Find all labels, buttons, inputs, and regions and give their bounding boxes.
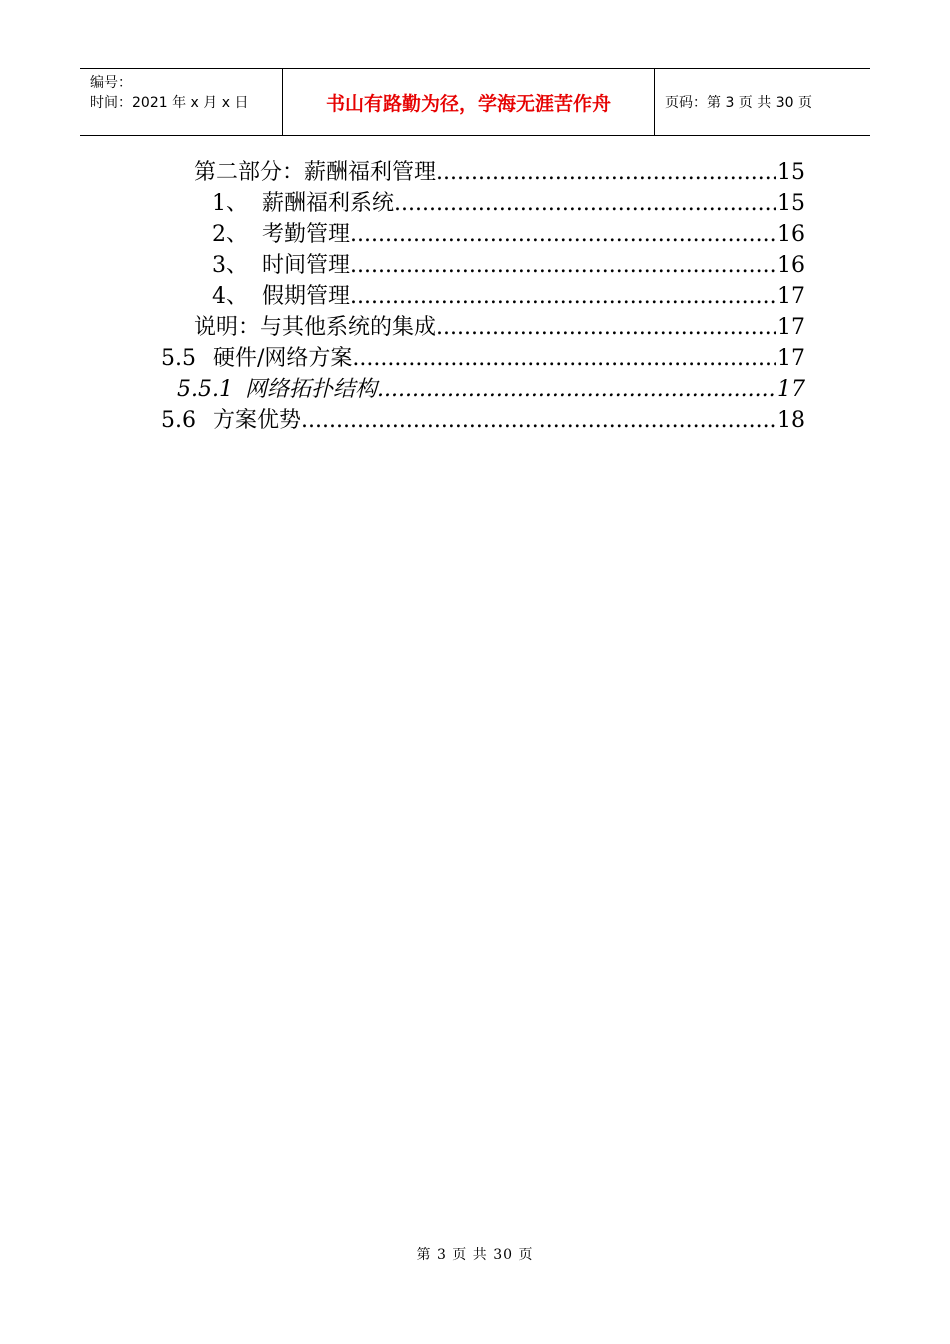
toc-entry-number: 5.6: [161, 408, 196, 433]
toc-entry[interactable]: [0, 157, 805, 188]
toc-leader-dots: [350, 219, 776, 250]
toc-entry-title: 假期管理: [262, 281, 350, 312]
toc-leader-dots: [301, 405, 776, 436]
toc-entry-page: 17: [777, 377, 805, 402]
toc-entry-page: 15: [777, 160, 805, 185]
header-page-info: [655, 69, 870, 135]
toc-entry-number: 5.5.1: [177, 377, 233, 402]
table-of-contents: [0, 157, 950, 436]
toc-leader-dots: [394, 188, 776, 219]
document-date: 时间：2021 年 x 月 x 日: [90, 95, 249, 111]
footer-page-number: 第 3 页 共 30 页: [416, 1247, 534, 1263]
toc-entry-title: 时间管理: [262, 250, 350, 281]
toc-entry-title: 薪酬福利系统: [262, 188, 394, 219]
toc-leader-dots: [352, 343, 776, 374]
page-header: [80, 68, 870, 136]
toc-entry-title: 说明：与其他系统的集成: [194, 312, 436, 343]
toc-entry-number: 3、: [212, 253, 248, 278]
toc-entry[interactable]: [0, 312, 805, 343]
toc-leader-dots: [436, 312, 776, 343]
toc-entry-title: 第二部分：薪酬福利管理: [194, 157, 436, 188]
toc-entry-page: 17: [777, 346, 805, 371]
toc-leader-dots: [350, 281, 776, 312]
toc-entry-page: 17: [777, 315, 805, 340]
toc-entry-page: 17: [777, 284, 805, 309]
toc-entry-title: 硬件/网络方案: [213, 343, 352, 374]
document-number-label: 编号：: [90, 75, 132, 91]
toc-entry-page: 16: [777, 222, 805, 247]
toc-entry[interactable]: [0, 405, 805, 436]
toc-entry[interactable]: [0, 281, 805, 312]
toc-entry-number: 4、: [212, 284, 248, 309]
toc-entry[interactable]: [0, 250, 805, 281]
toc-entry-number: 2、: [212, 222, 248, 247]
motto-text: 书山有路勤为径，学海无涯苦作舟: [325, 92, 611, 115]
toc-entry-page: 18: [777, 408, 805, 433]
toc-leader-dots: [350, 250, 776, 281]
page-footer: [0, 1244, 950, 1264]
toc-leader-dots: [436, 157, 776, 188]
toc-entry-page: 16: [777, 253, 805, 278]
header-meta: [80, 69, 282, 135]
toc-entry[interactable]: [0, 343, 805, 374]
toc-entry-number: 1、: [212, 191, 248, 216]
toc-entry-title: 方案优势: [213, 405, 301, 436]
toc-entry-page: 15: [777, 191, 805, 216]
page-info-text: 页码：第 3 页 共 30 页: [665, 95, 812, 111]
toc-entry[interactable]: [0, 219, 805, 250]
header-motto: [282, 69, 655, 135]
toc-entry[interactable]: [0, 374, 805, 405]
toc-leader-dots: [377, 374, 776, 405]
toc-entry-title: 考勤管理: [262, 219, 350, 250]
toc-entry[interactable]: [0, 188, 805, 219]
toc-entry-number: 5.5: [161, 346, 196, 371]
toc-entry-title: 网络拓扑结构: [245, 374, 377, 405]
